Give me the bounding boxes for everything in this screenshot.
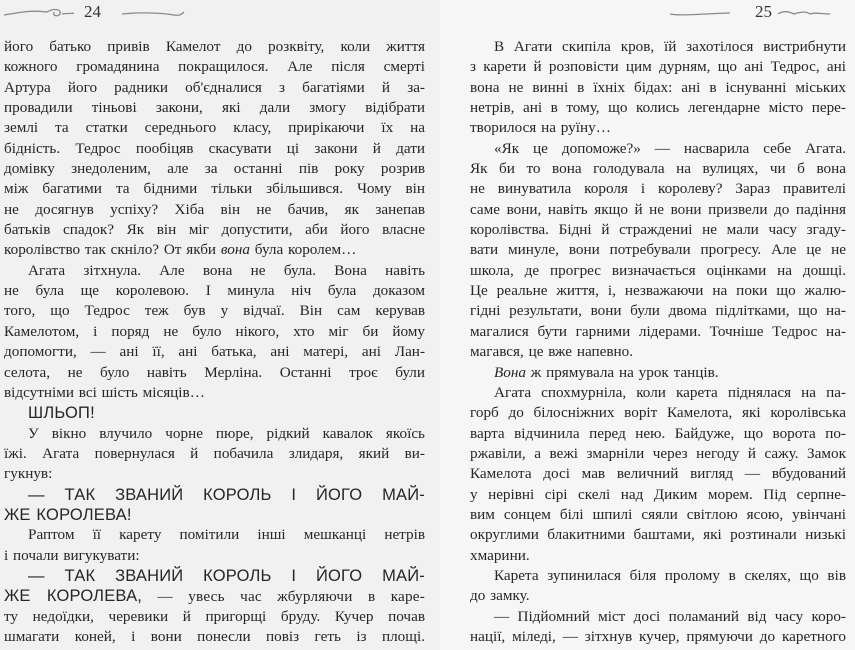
line-text: вим сонцем білі шпилі сяяли світлою ясою, увінчані [470, 505, 846, 523]
text-line [4, 342, 425, 362]
line-text: хмарини. [470, 546, 530, 564]
line-text: саме вони, навіть якщо й не вони призвели до падіння [470, 200, 846, 218]
text-line [4, 444, 425, 464]
text-line [470, 424, 846, 444]
line-text: гідні результати, вони були двома підлітками, що на- [470, 302, 846, 320]
line-text: у нерівні сірі скелі над Диким морем. Під серпне- [470, 485, 846, 503]
text-line [470, 200, 846, 220]
line-text: ту недоїдки, черевики й пригорщі бруду. Кучер почав [4, 607, 425, 625]
text-line [4, 566, 425, 586]
line-text: шмагати коней, і вони понесли повіз геть із площі. [4, 627, 425, 645]
line-text: не досягнув успіху? Хіба він не бачив, як занепав [4, 200, 425, 218]
line-text: з карети й розповісти цим дурням, що ані Тедрос, ані [470, 58, 846, 76]
text-line [4, 159, 425, 179]
line-text: — ТАК ЗВАНИЙ КОРОЛЬ І ЙОГО МАЙ- [28, 485, 425, 504]
line-text: Камелота досі мав величний вигляд — вбудований [470, 465, 846, 483]
line-text: школа, де прогрес визначається оцінками на дошці. [470, 261, 846, 279]
line-text: «Як це допоможе?» — насварила себе Агата. [494, 139, 846, 157]
text-line [4, 301, 425, 321]
line-text: ЖЕ КОРОЛЕВА, [4, 587, 143, 606]
body-text [4, 37, 425, 647]
line-text: округлими блакитними баштами, які розтинали низькі [470, 526, 846, 544]
line-text: Агата зітхнула. Але вона не була. Вона навіть [28, 261, 425, 279]
line-text: Артура його радники об'єдналися з багатіями й за- [4, 78, 425, 96]
text-line [470, 403, 846, 423]
text-line [470, 464, 846, 484]
text-line [4, 627, 425, 647]
line-text: і почали вигукувати: [4, 546, 140, 564]
text-line [4, 403, 425, 423]
text-line [4, 78, 425, 98]
line-text: Раптом її карету помітили інші мешканці нетрів [28, 526, 425, 544]
text-line [470, 220, 846, 240]
line-text: землі та статки середнього класу, прирікаючи їх на [4, 119, 425, 137]
text-line [4, 546, 425, 566]
text-line [4, 363, 425, 383]
line-text: В Агати скипіла кров, їй захотілося вистрибнути [494, 38, 846, 55]
line-text: варта відчинила перед нею. Байдуже, що ворота по- [470, 424, 846, 442]
line-text: — Підйомний міст досі поламаний від часу коро- [494, 607, 846, 625]
text-line [4, 240, 425, 260]
line-text: провадили тіньові закони, які дали змогу відібрати [4, 99, 425, 117]
line-text: батьків спадок? Як він міг допустити, аби його власне [4, 221, 425, 239]
line-text: магався, це вже напевно. [470, 343, 634, 361]
text-line [470, 546, 846, 566]
text-line [470, 261, 846, 281]
text-line [4, 424, 425, 444]
text-line [4, 586, 425, 606]
text-line [4, 37, 425, 57]
line-text: кожного громадянина покращилося. Але після смерті [4, 58, 425, 76]
line-text: Агата спохмурніла, коли карета піднялася на па- [494, 383, 846, 401]
text-line [4, 525, 425, 545]
text-line [4, 464, 425, 484]
text-line [470, 566, 846, 586]
line-text: Карета зупинилася біля пролому в скелях, що вів [494, 566, 846, 584]
text-line [4, 261, 425, 281]
line-text: не була ще королевою. І минула ніч була доказом [4, 282, 425, 300]
line-text: селота, не було навіть Мерліна. Останні троє були [4, 363, 425, 381]
line-text: домівку знедоленим, але за останні пів року розрив [4, 160, 425, 178]
text-line [4, 505, 425, 525]
line-text: ШЛЬОП! [28, 404, 95, 423]
text-line [470, 322, 846, 342]
line-text: Це реальне життя, і, незважаючи на поки що жалю- [470, 282, 846, 300]
text-line [470, 179, 846, 199]
text-line [470, 342, 846, 362]
text-line [470, 607, 846, 627]
line-text: відсутніми всі шість місяців… [4, 383, 205, 401]
text-line [470, 118, 846, 138]
text-line [470, 78, 846, 98]
text-line [470, 57, 846, 77]
line-text: творилося на руїну… [470, 119, 611, 137]
line-text: Камелотом, і поряд не було нікого, хто міг би йому [4, 322, 425, 340]
text-line [470, 363, 846, 383]
italic-emphasis: Вона [494, 363, 526, 381]
text-line [4, 281, 425, 301]
text-line [4, 220, 425, 240]
text-line [4, 322, 425, 342]
line-text: — увесь час жбурляючи в каре- [142, 588, 425, 606]
italic-emphasis: вона [220, 241, 250, 259]
line-text: королівства. Бідні й страждениі не мали часу згаду- [470, 221, 846, 239]
line-text: допомогти, — ані її, ані батька, ані матері, ані Лан- [4, 343, 425, 361]
text-line [470, 37, 846, 57]
line-text: ЖЕ КОРОЛЕВА! [4, 505, 132, 524]
line-text: ж прямувала на урок танців. [526, 363, 719, 381]
right-page [440, 0, 855, 650]
line-text: королівство так скніло? От якби [4, 241, 221, 259]
text-line [470, 98, 846, 118]
line-text: до замку. [470, 587, 530, 605]
text-line [470, 383, 846, 403]
line-text: магалися бути гарними лідерами. Точніше Тедрос на- [470, 322, 846, 340]
line-text: їжі. Агата повернулася й побачила злидаря, який ви- [4, 444, 425, 462]
text-line [470, 301, 846, 321]
line-text: У вікно влучило чорне пюре, рідкий кавалок якоїсь [28, 424, 425, 442]
text-line [470, 139, 846, 159]
text-line [470, 627, 846, 647]
line-text: горб до білосніжних воріт Камелота, які королівська [470, 404, 846, 422]
line-text: вона не винні в їхніх бідах: ані в існуванні міських [470, 78, 846, 96]
page-number: 25 [755, 2, 772, 21]
text-line [4, 179, 425, 199]
line-text: нації, міледі, — зітхнув кучер, прямуючи до каретного [470, 627, 846, 645]
line-text: не винуватила короля і королеву? Зараз правителі [470, 180, 846, 198]
line-text: між багатими та бідними тільки збільшився. Чому він [4, 180, 425, 198]
text-line [470, 159, 846, 179]
line-text: його батько привів Камелот до розквіту, коли життя [4, 38, 425, 55]
text-line [4, 485, 425, 505]
text-line [470, 505, 846, 525]
line-text: — ТАК ЗВАНИЙ КОРОЛЬ І ЙОГО МАЙ- [28, 566, 425, 585]
line-text: нетрів, ані в тому, що колись легендарне місто пере- [470, 99, 846, 117]
text-line [470, 240, 846, 260]
text-line [4, 200, 425, 220]
text-line [470, 525, 846, 545]
text-line [4, 139, 425, 159]
text-line [4, 57, 425, 77]
text-line [4, 98, 425, 118]
line-text: бідність. Тедрос пообіцяв скасувати ці закони й дати [4, 139, 425, 157]
text-line [470, 281, 846, 301]
line-text: Як би то вона голодувала на вулицях, чи б вона [470, 160, 846, 178]
text-line [470, 485, 846, 505]
line-text: гукнув: [4, 465, 53, 483]
page-number: 24 [84, 2, 101, 21]
text-line [4, 383, 425, 403]
body-text [470, 37, 846, 647]
text-line [470, 444, 846, 464]
text-line [4, 118, 425, 138]
line-text: того, що Тедрос теж був у відчаї. Він сам керував [4, 302, 425, 320]
line-text: ржавіли, а вежі змарніли через негоду й сажу. Замок [470, 444, 846, 462]
text-line [470, 586, 846, 606]
line-text: була королем… [250, 241, 357, 259]
line-text: вати минуле, вони потребували прогресу. Але це не [470, 241, 846, 259]
text-line [4, 607, 425, 627]
